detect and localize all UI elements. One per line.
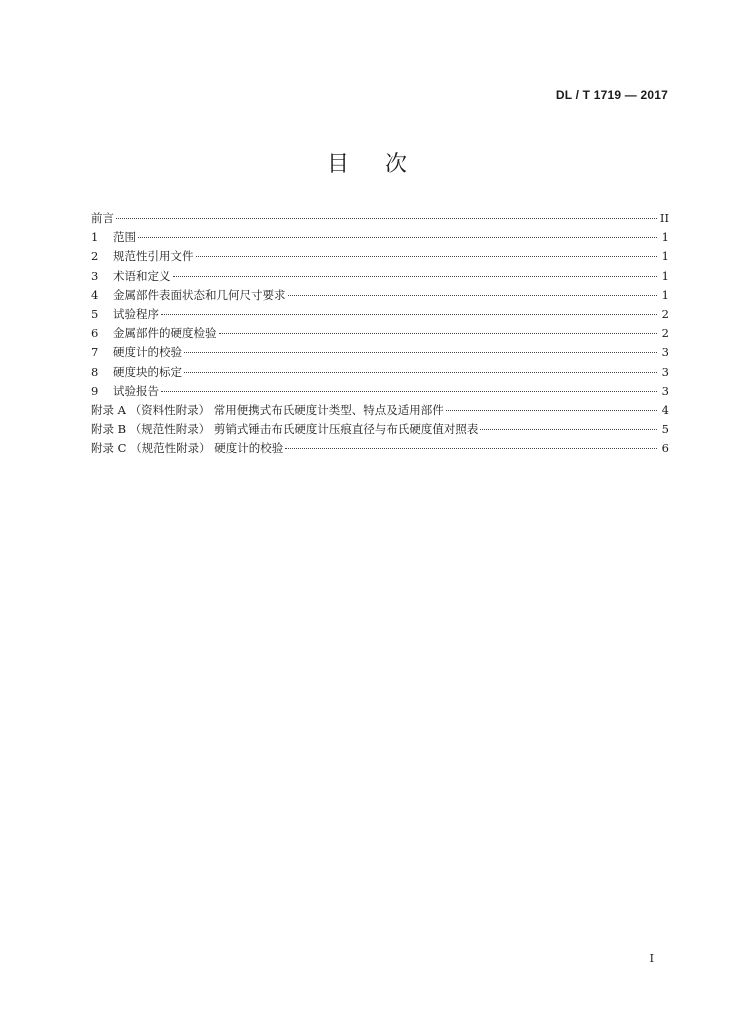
toc-entry-number: 1 [91,230,99,245]
toc-entry-4[interactable] [91,286,669,305]
toc-entry-page: 1 [661,268,669,283]
toc-entry-label: 试验程序 [113,306,159,321]
toc-entry-page: 2 [661,306,669,321]
toc-entry-appendix-b[interactable] [91,420,669,439]
toc-entry-label: 硬度块的标定 [113,364,182,379]
toc-leader [196,256,658,257]
toc-leader [288,295,658,296]
toc-leader [446,410,657,411]
toc-entry-page: 3 [661,364,669,379]
page-title: 目次 [326,152,443,177]
page-number: I [649,952,654,965]
toc-leader [285,448,657,449]
toc-leader [184,372,657,373]
toc-entry-8[interactable] [91,363,669,382]
toc-entry-label: 规范性引用文件 [113,249,194,264]
toc-entry-page: 1 [661,230,669,245]
toc-entry-number: 2 [91,249,99,264]
toc-entry-page: 3 [661,383,669,398]
toc-entry-foreword[interactable] [91,209,669,228]
toc-entry-label: 硬度计的校验 [113,345,182,360]
toc-entry-7[interactable] [91,343,669,362]
toc-entry-page: 6 [661,441,669,456]
toc-entry-label: 术语和定义 [113,268,171,283]
toc-leader [161,391,657,392]
toc-leader [219,333,658,334]
toc-leader [116,218,657,219]
toc-entry-label: 附录 A （资料性附录） 常用便携式布氏硬度计类型、特点及适用部件 [91,402,444,417]
toc-leader [184,352,657,353]
toc-entry-label: 范围 [113,230,136,245]
toc-leader [161,314,657,315]
toc-entry-page: 2 [661,326,669,341]
toc-entry-number: 7 [91,345,99,360]
toc-entry-number: 9 [91,383,99,398]
toc-entry-6[interactable] [91,324,669,343]
toc-entry-label: 试验报告 [113,383,159,398]
toc-entry-page: 4 [661,402,669,417]
toc-entry-number: 3 [91,268,99,283]
toc-entry-page: 1 [661,249,669,264]
toc-entry-appendix-a[interactable] [91,401,669,420]
toc-entry-label: 附录 B （规范性附录） 剪销式锤击布氏硬度计压痕直径与布氏硬度值对照表 [91,422,479,437]
toc-entry-page: 3 [661,345,669,360]
toc-entry-number: 6 [91,326,99,341]
toc-entry-number: 5 [91,306,99,321]
toc-entry-appendix-c[interactable] [91,439,669,458]
toc-entry-label: 金属部件表面状态和几何尺寸要求 [113,287,286,302]
toc-entry-page: 5 [661,422,669,437]
toc-entry-number: 4 [91,287,99,302]
toc-entry-label: 前言 [91,211,114,225]
toc-entry-number: 8 [91,364,99,379]
toc-entry-3[interactable] [91,267,669,286]
toc-entry-9[interactable] [91,382,669,401]
toc-entry-label: 金属部件的硬度检验 [113,326,217,341]
toc-leader [138,237,657,238]
document-code: DL / T 1719 — 2017 [555,88,668,102]
table-of-contents [91,209,669,458]
toc-leader [480,429,657,430]
toc-entry-page: 1 [661,287,669,302]
toc-entry-label: 附录 C （规范性附录） 硬度计的校验 [91,441,284,456]
toc-entry-page: II [659,211,669,225]
toc-entry-1[interactable] [91,228,669,247]
toc-leader [173,276,658,277]
toc-entry-2[interactable] [91,247,669,266]
toc-entry-5[interactable] [91,305,669,324]
